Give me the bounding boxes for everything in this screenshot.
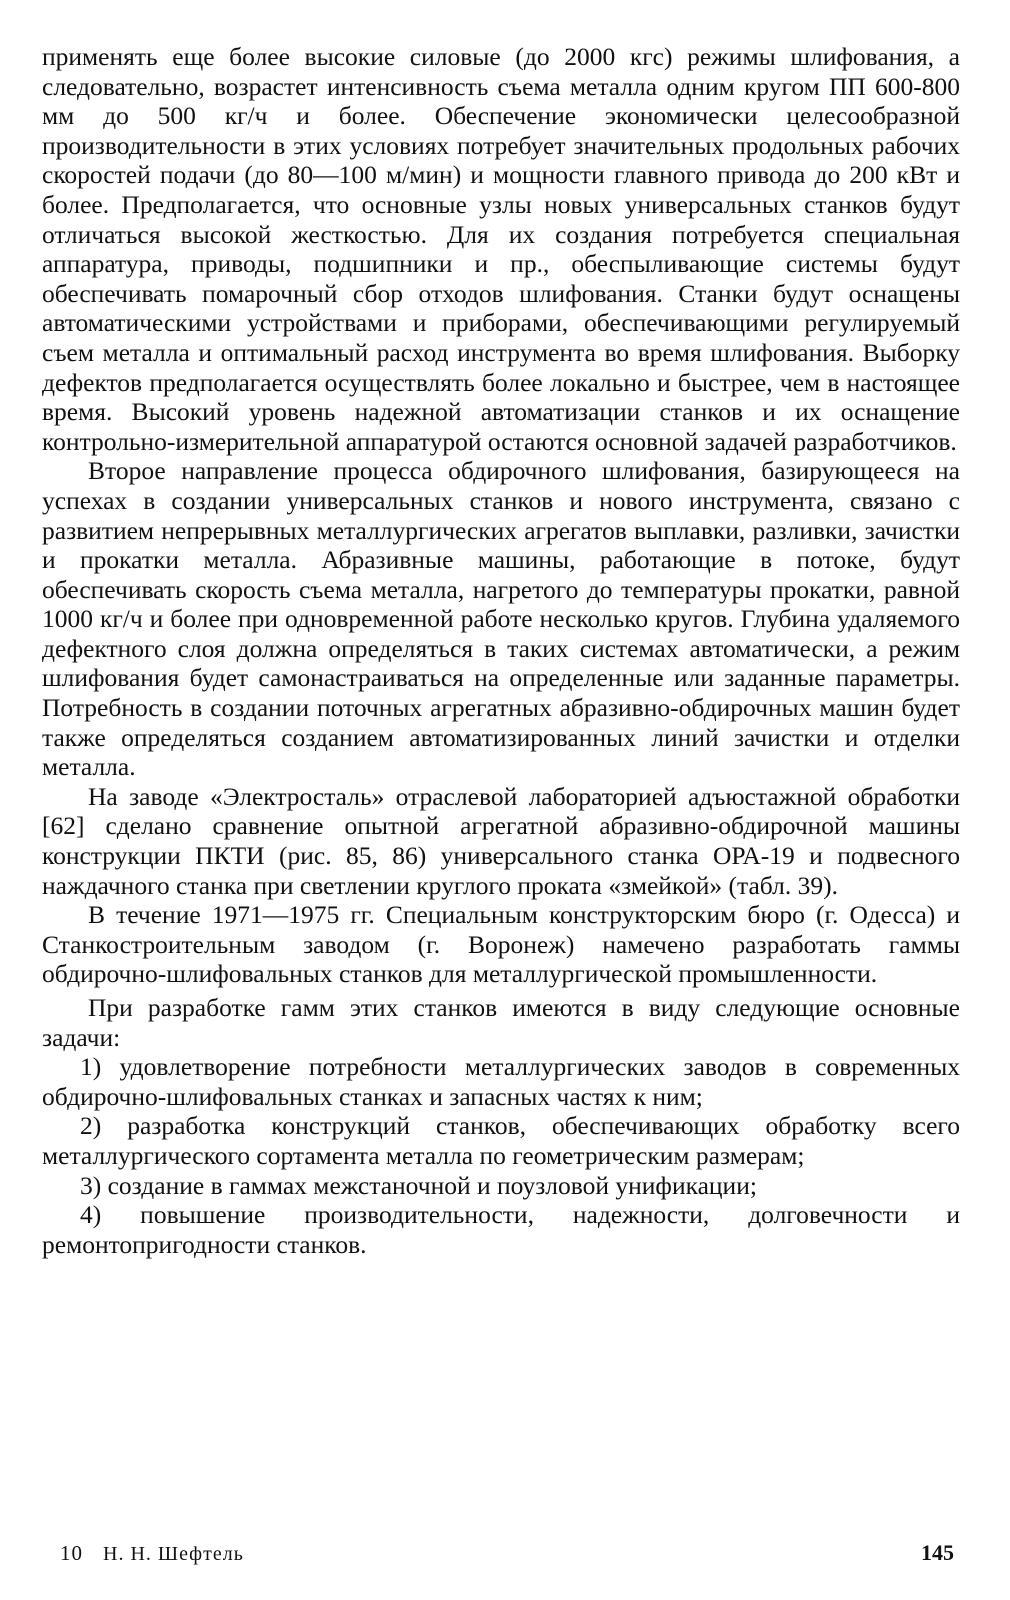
signature-number: 10 (60, 1541, 83, 1565)
list-item: 4) повышение производительности, надежности, долговечности и ремонтопригодности станков. (42, 1200, 960, 1259)
signature-author: Н. Н. Шефтель (103, 1543, 244, 1565)
printer-signature (60, 1541, 244, 1566)
list-item: 3) создание в гаммах межстаночной и поузловой унификации; (80, 1170, 757, 1200)
list-item: 2) разработка конструкций станков, обеспечивающих обработку всего металлургического сортамента металла по геометрическим размерам; (42, 1111, 960, 1170)
paragraph: применять еще более высокие силовые (до 2000 кгс) режимы шлифования, а следовательно, возрастет интенсивность съема металла одним кругом ПП 600-800 мм до 500 кг/ч и более. Обеспечение экономически целесообразной производительности в этих условиях потребует значительных продольных рабочих скоростей подачи (до 80—100 м/мин) и мощности главного привода до 200 кВт и более. Предполагается, что основные узлы новых универсальных станков будут отличаться высокой жесткостью. Для их создания потребуется специальная аппаратура, приводы, подшипники и пр., обеспыливающие системы будут обеспечивать помарочный сбор отходов шлифования. Станки будут оснащены автоматическими устройствами и приборами, обеспечивающими регулируемый съем металла и оптимальный расход инструмента во время шлифования. Выборку дефектов предполагается осуществлять более локально и быстрее, чем в настоящее время. Высокий уровень надежной автоматизации станков и их оснащение контрольно-измерительной аппаратурой остаются основной задачей разработчиков. (42, 42, 960, 456)
list-item: 1) удовлетворение потребности металлургических заводов в современных обдирочно-шлифовальных станках и запасных частях к ним; (42, 1052, 960, 1111)
paragraph: Второе направление процесса обдирочного шлифования, базирующееся на успехах в создании универсальных станков и нового инструмента, связано с развитием непрерывных металлургических агрегатов выплавки, разливки, зачистки и прокатки металла. Абразивные машины, работающие в потоке, будут обеспечивать скорость съема металла, нагретого до температуры прокатки, равной 1000 кг/ч и более при одновременной работе несколько кругов. Глубина удаляемого дефектного слоя должна определяться в таких системах автоматически, а режим шлифования будет самонастраиваться на определенные или заданные параметры. Потребность в создании поточных агрегатных абразивно-обдирочных машин будет также определяться созданием автоматизированных линий зачистки и отделки металла. (42, 456, 960, 782)
page-number: 145 (921, 1540, 954, 1565)
page-footer (60, 1540, 954, 1566)
paragraph: На заводе «Электросталь» отраслевой лабораторией адъюстажной обработки [62] сделано сравнение опытной агрегатной абразивно-обдирочной машины конструкции ПКТИ (рис. 85, 86) универсального станка ОРА-19 и подвесного наждачного станка при светлении круглого проката «змейкой» (табл. 39). (42, 781, 960, 900)
paragraph: В течение 1971—1975 гг. Специальным конструкторским бюро (г. Одесса) и Станкостроительным заводом (г. Воронеж) намечено разработать гаммы обдирочно-шлифовальных станков для металлургической промышленности. (42, 900, 960, 989)
paragraph: При разработке гамм этих станков имеются в виду следующие основные задачи: (42, 993, 960, 1052)
page-body (42, 42, 960, 1259)
